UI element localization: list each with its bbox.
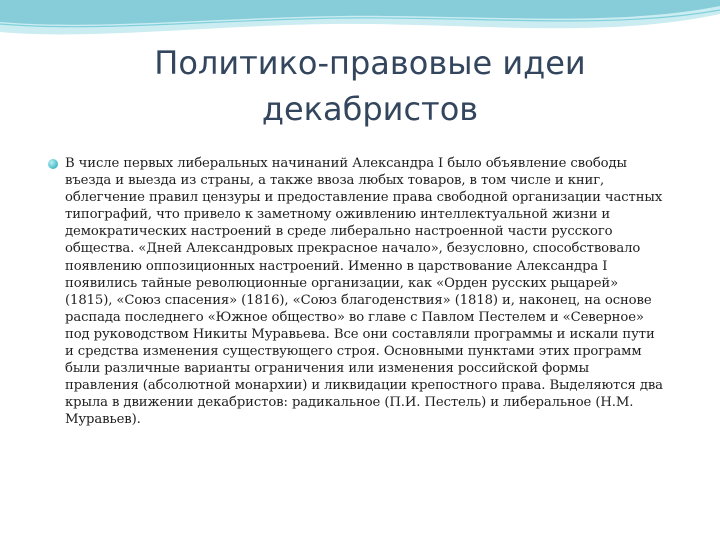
bullet-item xyxy=(48,155,663,429)
slide-title-line-1: Политико-правовые идеи xyxy=(154,44,586,82)
slide-title xyxy=(60,40,680,132)
bullet-dot-icon xyxy=(48,159,58,169)
bullet-text: В числе первых либеральных начинаний Александра I было объявление свободы въезда и выезда из страны, а также ввоза любых товаров, в том числе и книг, облегчение правил цензуры и предоставление права свободной организации частных типографий, что привело к заметному оживлению интеллектуальной жизни и демократических настроений в среде либерально настроенной части русского общества. «Дней Александровых прекрасное начало», безусловно, способствовало появлению оппозиционных настроений. Именно в царствование Александра I появились тайные революционные организации, как «Орден русских рыцарей» (1815), «Союз спасения» (1816), «Союз благоденствия» (1818) и, наконец, на основе распада последнего «Южное общество» во главе с Павлом Пестелем и «Северное» под руководством Никиты Муравьева. Все они составляли программы и искали пути и средства изменения существующего строя. Основными пунктами этих программ были различные варианты ограничения или изменения российской формы правления (абсолютной монархии) и ликвидации крепостного права. Выделяются два крыла в движении декабристов: радикальное (П.И. Пестель) и либеральное (Н.М. Муравьев). xyxy=(65,156,663,428)
slide-title-line-2: декабристов xyxy=(261,90,479,128)
slide-content xyxy=(48,155,663,429)
